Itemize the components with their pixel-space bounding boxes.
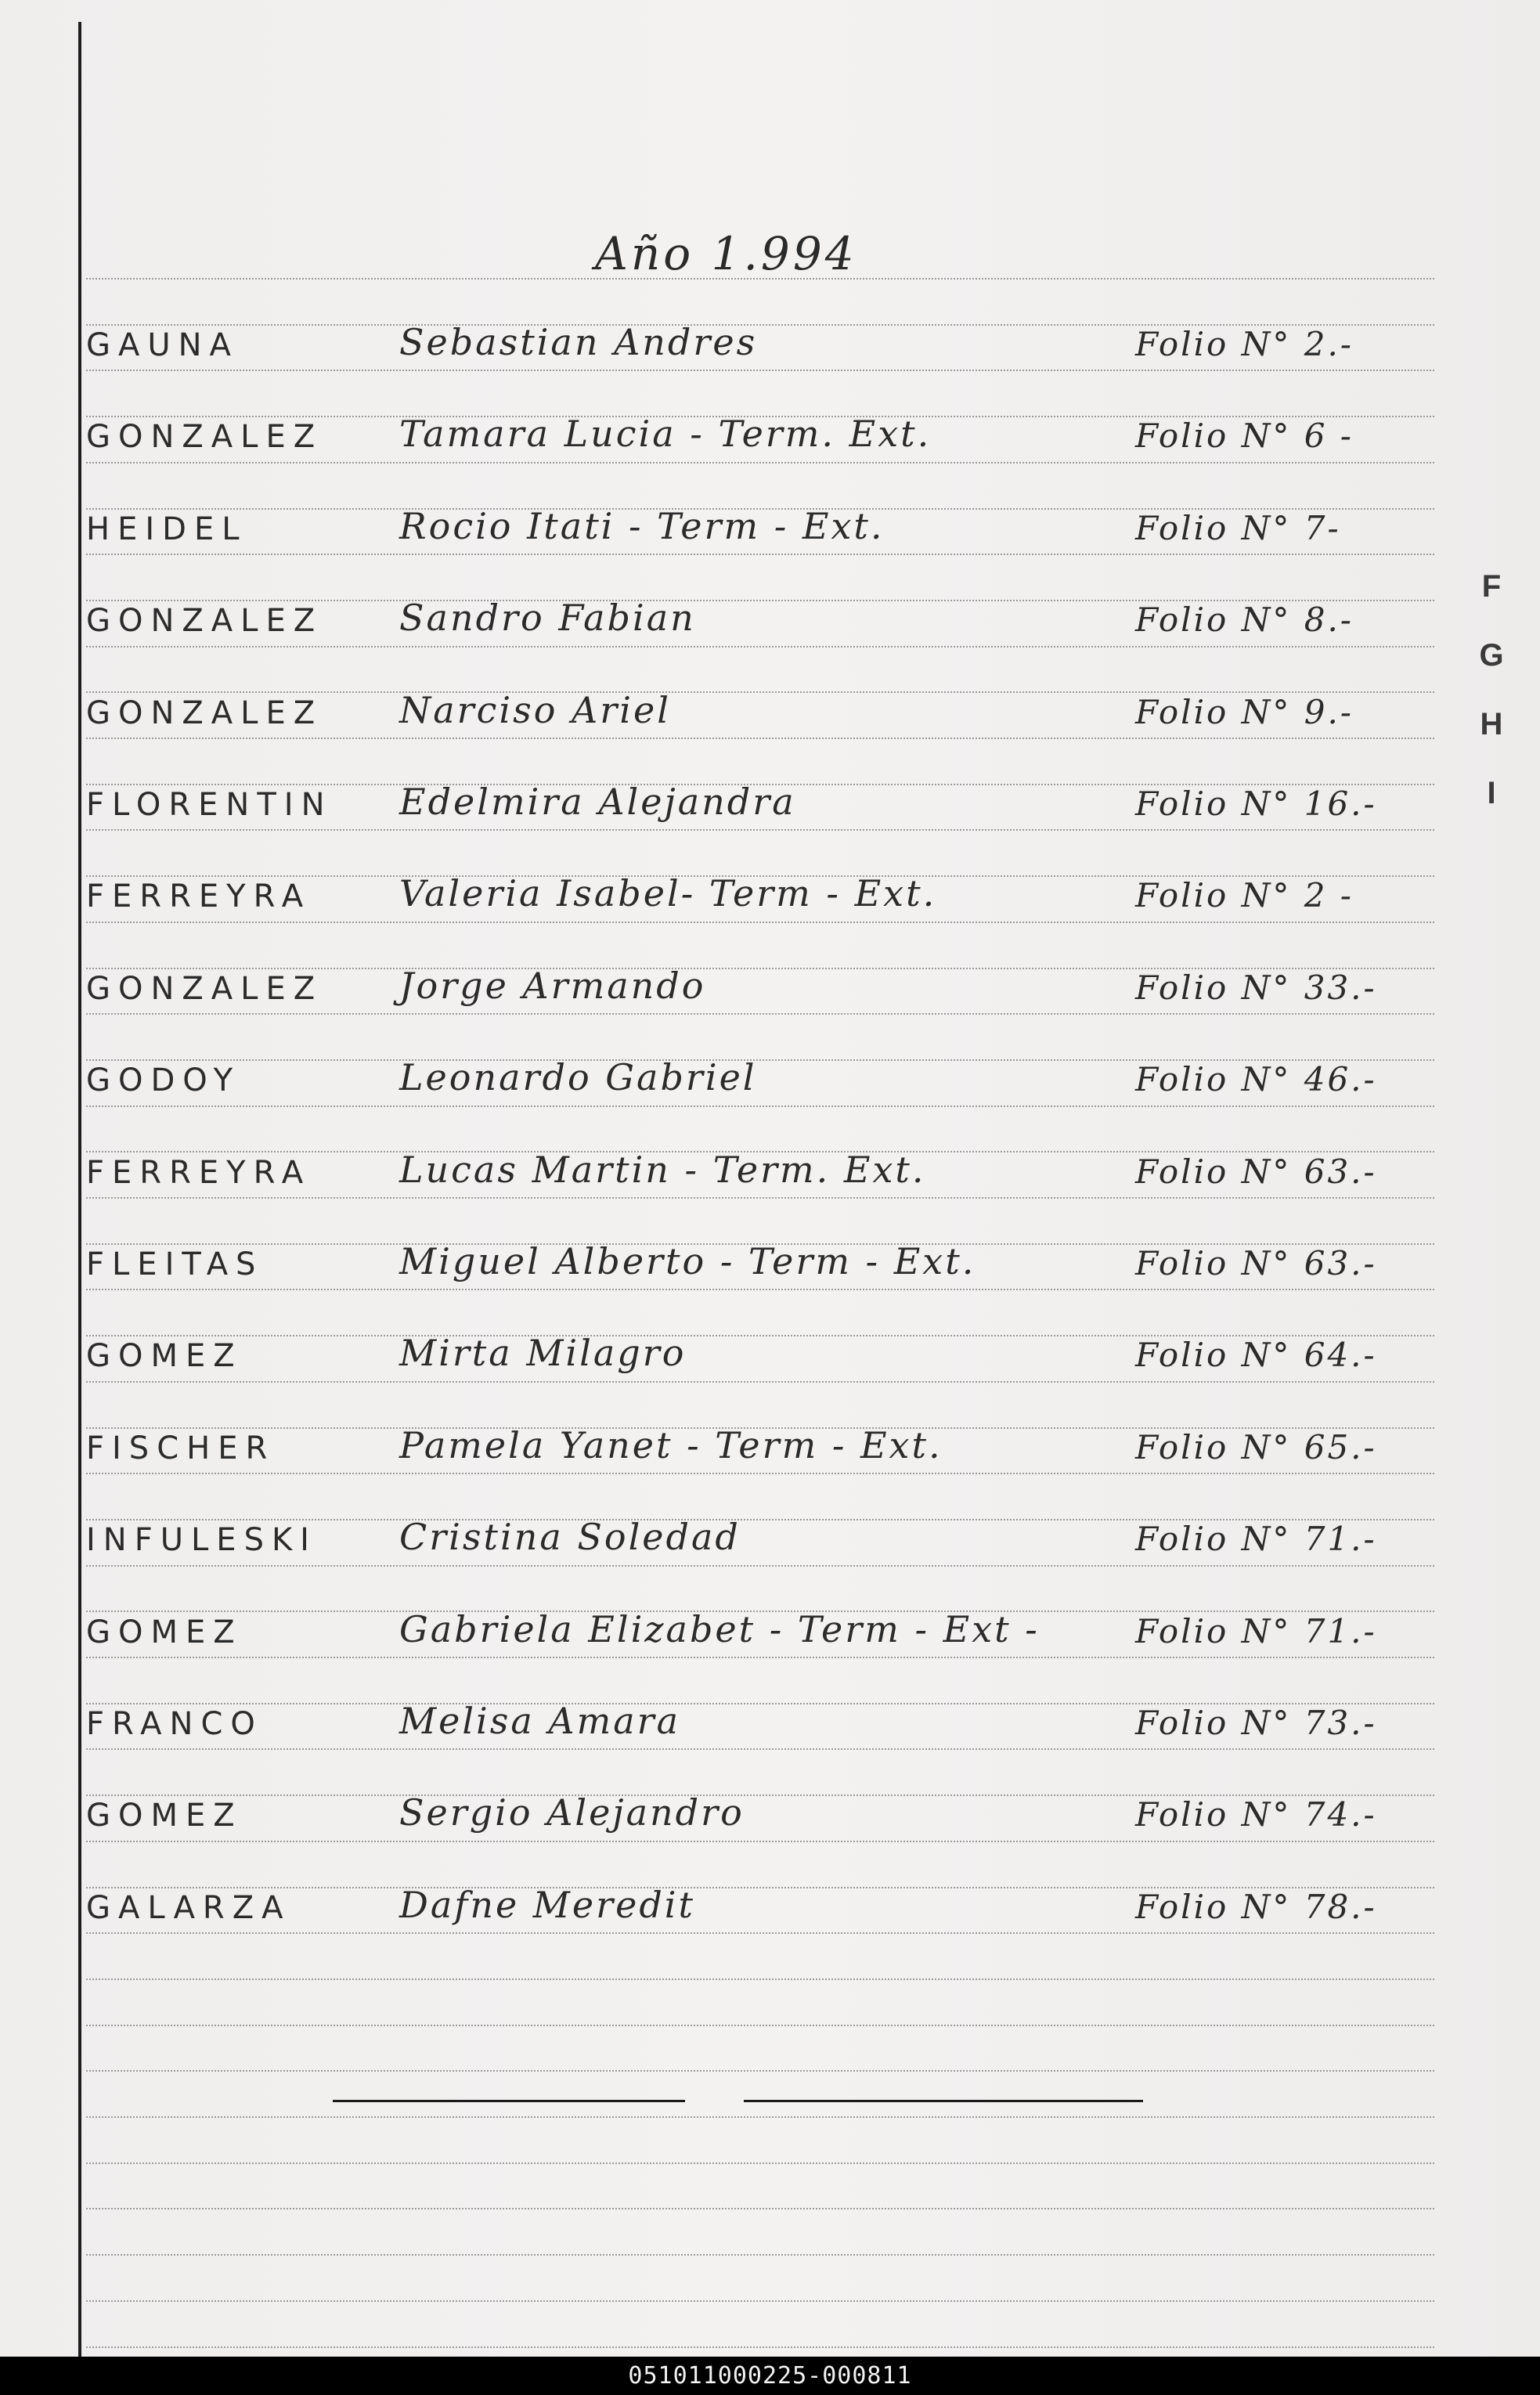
index-letter-g: G xyxy=(1479,638,1504,673)
register-entry xyxy=(86,307,1448,370)
entry-given-names: Sergio Alejandro xyxy=(399,1791,745,1834)
entry-surname: FISCHER xyxy=(86,1430,276,1466)
entry-folio: Folio N° 71.- xyxy=(1135,1611,1377,1650)
entry-folio: Folio N° 33.- xyxy=(1135,968,1377,1007)
register-entry xyxy=(86,1042,1448,1105)
entry-folio: Folio N° 64.- xyxy=(1135,1336,1377,1375)
binding-margin-line xyxy=(78,22,81,2357)
entry-given-names: Lucas Martin - Term. Ext. xyxy=(399,1148,926,1191)
register-entry xyxy=(86,858,1448,921)
ruled-line xyxy=(86,554,1434,555)
register-entry xyxy=(86,491,1448,554)
entry-given-names: Pamela Yanet - Term - Ext. xyxy=(399,1423,943,1466)
ruled-line xyxy=(86,2025,1434,2026)
entry-folio: Folio N° 63.- xyxy=(1135,1152,1377,1191)
ruled-line xyxy=(86,1473,1434,1474)
register-entry xyxy=(86,1870,1448,1932)
entry-folio: Folio N° 2 - xyxy=(1135,876,1354,915)
ruled-line xyxy=(86,1932,1434,1934)
entry-surname: GONZALEZ xyxy=(86,970,323,1007)
ruled-line xyxy=(86,2346,1434,2348)
ruled-line xyxy=(86,2116,1434,2118)
scan-footer-bar xyxy=(0,2357,1540,2395)
entry-folio: Folio N° 6 - xyxy=(1135,417,1354,456)
entry-surname: GOMEZ xyxy=(86,1798,243,1834)
entry-surname: HEIDEL xyxy=(86,510,247,547)
entry-given-names: Sandro Fabian xyxy=(399,597,696,640)
entry-surname: GOMEZ xyxy=(86,1614,243,1650)
entry-folio: Folio N° 78.- xyxy=(1135,1887,1377,1926)
entry-surname: FERREYRA xyxy=(86,1154,312,1191)
ruled-line xyxy=(86,1106,1434,1107)
signature-line-right xyxy=(744,2100,1143,2102)
register-entry xyxy=(86,675,1448,738)
entry-surname: FERREYRA xyxy=(86,878,312,915)
entry-surname: INFULESKI xyxy=(86,1522,317,1559)
ruled-line xyxy=(86,2208,1434,2209)
register-entry xyxy=(86,1686,1448,1748)
register-entry xyxy=(86,1410,1448,1473)
entry-surname: GONZALEZ xyxy=(86,419,323,456)
ruled-line xyxy=(86,829,1434,831)
entry-folio: Folio N° 71.- xyxy=(1135,1520,1377,1559)
ruled-line xyxy=(86,646,1434,647)
ruled-line xyxy=(86,1565,1434,1567)
register-entry xyxy=(86,1134,1448,1197)
entry-surname: GOMEZ xyxy=(86,1338,243,1375)
ruled-line xyxy=(86,2070,1434,2072)
entry-given-names: Narciso Ariel xyxy=(399,688,671,731)
entry-given-names: Cristina Soledad xyxy=(399,1516,741,1559)
entry-surname: FLORENTIN xyxy=(86,787,333,823)
entry-given-names: Jorge Armando xyxy=(399,964,706,1007)
entry-given-names: Mirta Milagro xyxy=(399,1332,687,1375)
entry-folio: Folio N° 46.- xyxy=(1135,1060,1377,1099)
index-letter-i: I xyxy=(1487,776,1496,810)
entry-folio: Folio N° 16.- xyxy=(1135,785,1377,823)
ruled-line xyxy=(86,2300,1434,2302)
document-code: 051011000225-000811 xyxy=(628,2362,912,2390)
entry-given-names: Miguel Alberto - Term - Ext. xyxy=(399,1240,976,1282)
ruled-line xyxy=(86,462,1434,463)
ruled-line xyxy=(86,370,1434,371)
ruled-line xyxy=(86,1748,1434,1750)
index-letter-h: H xyxy=(1480,707,1503,741)
entry-given-names: Melisa Amara xyxy=(399,1700,681,1742)
entry-given-names: Leonardo Gabriel xyxy=(399,1056,757,1099)
ruled-line xyxy=(86,738,1434,739)
side-index xyxy=(1472,552,1511,828)
entry-surname: GALARZA xyxy=(86,1889,291,1926)
entry-folio: Folio N° 2.- xyxy=(1135,325,1354,363)
entry-given-names: Gabriela Elizabet - Term - Ext - xyxy=(399,1607,1040,1650)
ruled-line xyxy=(86,1197,1434,1199)
entry-folio: Folio N° 65.- xyxy=(1135,1427,1377,1466)
entry-folio: Folio N° 74.- xyxy=(1135,1795,1377,1834)
ruled-line xyxy=(86,1657,1434,1658)
entry-given-names: Tamara Lucia - Term. Ext. xyxy=(399,413,932,456)
ruled-line xyxy=(86,1841,1434,1842)
ruled-line xyxy=(86,1289,1434,1290)
entry-given-names: Dafne Meredit xyxy=(399,1883,695,1926)
register-entry xyxy=(86,1502,1448,1564)
register-entry xyxy=(86,766,1448,829)
entry-folio: Folio N° 7- xyxy=(1135,508,1341,547)
ruled-line xyxy=(86,2162,1434,2164)
entry-folio: Folio N° 63.- xyxy=(1135,1244,1377,1282)
ruled-line xyxy=(86,1978,1434,1980)
entry-given-names: Rocio Itati - Term - Ext. xyxy=(399,504,885,547)
index-letter-f: F xyxy=(1481,569,1502,604)
entry-surname: GONZALEZ xyxy=(86,603,323,640)
entry-folio: Folio N° 8.- xyxy=(1135,601,1354,640)
ruled-line xyxy=(86,922,1434,923)
register-entry xyxy=(86,399,1448,461)
register-entry xyxy=(86,583,1448,645)
register-entry xyxy=(86,1318,1448,1380)
entry-folio: Folio N° 73.- xyxy=(1135,1704,1377,1742)
entry-given-names: Valeria Isabel- Term - Ext. xyxy=(399,872,937,915)
entry-surname: GODOY xyxy=(86,1062,241,1099)
signature-line-left xyxy=(333,2100,685,2102)
ruled-line xyxy=(86,2254,1434,2256)
entry-surname: FLEITAS xyxy=(86,1246,264,1282)
ruled-line xyxy=(86,1381,1434,1383)
page-title: Año 1.994 xyxy=(595,227,857,280)
entry-surname: GONZALEZ xyxy=(86,694,323,731)
ruled-line xyxy=(86,1013,1434,1015)
register-entry xyxy=(86,1226,1448,1289)
register-entry xyxy=(86,1594,1448,1657)
register-entry xyxy=(86,950,1448,1013)
register-entry xyxy=(86,1777,1448,1840)
entry-given-names: Sebastian Andres xyxy=(399,321,758,363)
entry-surname: FRANCO xyxy=(86,1706,263,1742)
entry-folio: Folio N° 9.- xyxy=(1135,692,1354,731)
entry-given-names: Edelmira Alejandra xyxy=(399,781,796,823)
entry-surname: GAUNA xyxy=(86,327,239,363)
